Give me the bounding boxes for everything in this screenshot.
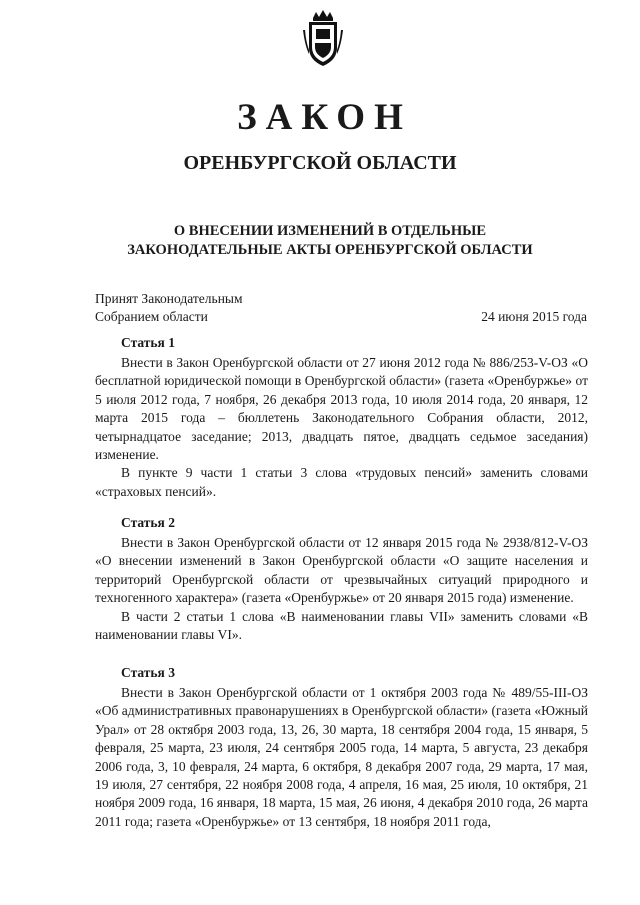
article-2	[95, 514, 588, 644]
adoption-line-2: Собранием области	[95, 309, 208, 324]
article-heading: Статья 2	[121, 515, 175, 530]
law-subject-line-2: ЗАКОНОДАТЕЛЬНЫЕ АКТЫ ОРЕНБУРГСКОЙ ОБЛАСТИ	[127, 242, 533, 258]
region-name: ОРЕНБУРГСКОЙ ОБЛАСТИ	[183, 152, 457, 174]
article-paragraph: В части 2 статьи 1 слова «В наименовании главы VII» заменить словами «В наименовании главы VI».	[95, 608, 588, 643]
adoption-date: 24 июня 2015 года	[481, 309, 587, 324]
article-heading: Статья 3	[121, 665, 175, 680]
adoption-note	[95, 290, 243, 326]
article-paragraph: Внести в Закон Оренбургской области от 12 января 2015 года № 2938/812-V-ОЗ «О внесении изменений в Закон Оренбургской области «О защите населения и территорий Оренбургской области от чрезвычайных ситуаций природного и техногенного характера» (газета «Оренбуржье» от 20 января 2015 года) изменение.	[95, 535, 588, 606]
article-heading: Статья 1	[121, 335, 175, 350]
law-subject-line-1: О ВНЕСЕНИИ ИЗМЕНЕНИЙ В ОТДЕЛЬНЫЕ	[173, 223, 487, 239]
article-paragraph: В пункте 9 части 1 статьи 3 слова «трудовых пенсий» заменить словами «страховых пенсий».	[95, 465, 588, 499]
law-subject	[60, 222, 600, 260]
article-3	[95, 664, 588, 831]
orenburg-coat-of-arms-icon	[301, 10, 345, 68]
law-title: ЗАКОН	[237, 97, 412, 138]
adoption-line-1: Принят Законодательным	[95, 291, 243, 306]
article-paragraph: Внести в Закон Оренбургской области от 1 октября 2003 года № 489/55-III-ОЗ «Об административных правонарушениях в Оренбургской области» (газета «Южный Урал» от 28 октября 2003 года, 13, 26, 30 марта, 18 сентября 2004 года, 15 января, 5 февраля, 25 марта, 23 июля, 24 сентября 2005 года, 14 марта, 5 августа, 23 декабря 2006 года, 3, 10 февраля, 24 марта, 6 октября, 8 декабря 2007 года, 29 марта, 17 мая, 19 июля, 27 сентября, 22 ноября 2008 года, 4 апреля, 16 мая, 25 июля, 10 октября, 21 ноября 2009 года, 16 января, 18 марта, 15 мая, 26 июня, 4 декабря 2010 года, 26 марта 2011 года; газета «Оренбуржье» от 13 сентября, 18 ноября 2011 года,	[95, 685, 588, 829]
article-1	[95, 334, 588, 501]
article-paragraph: Внести в Закон Оренбургской области от 27 июня 2012 года № 886/253-V-ОЗ «О бесплатной юридической помощи в Оренбургской области» (газета «Оренбуржье» от 5 июля 2012 года, 7 ноября, 26 декабря 2013 года, 10 июля 2014 года, 20 января, 12 марта 2015 года – бюллетень Законодательного Собрания области, 2012, четырнадцатое заседание; 2013, двадцать пятое, двадцать седьмое заседания) изменение.	[95, 355, 588, 463]
